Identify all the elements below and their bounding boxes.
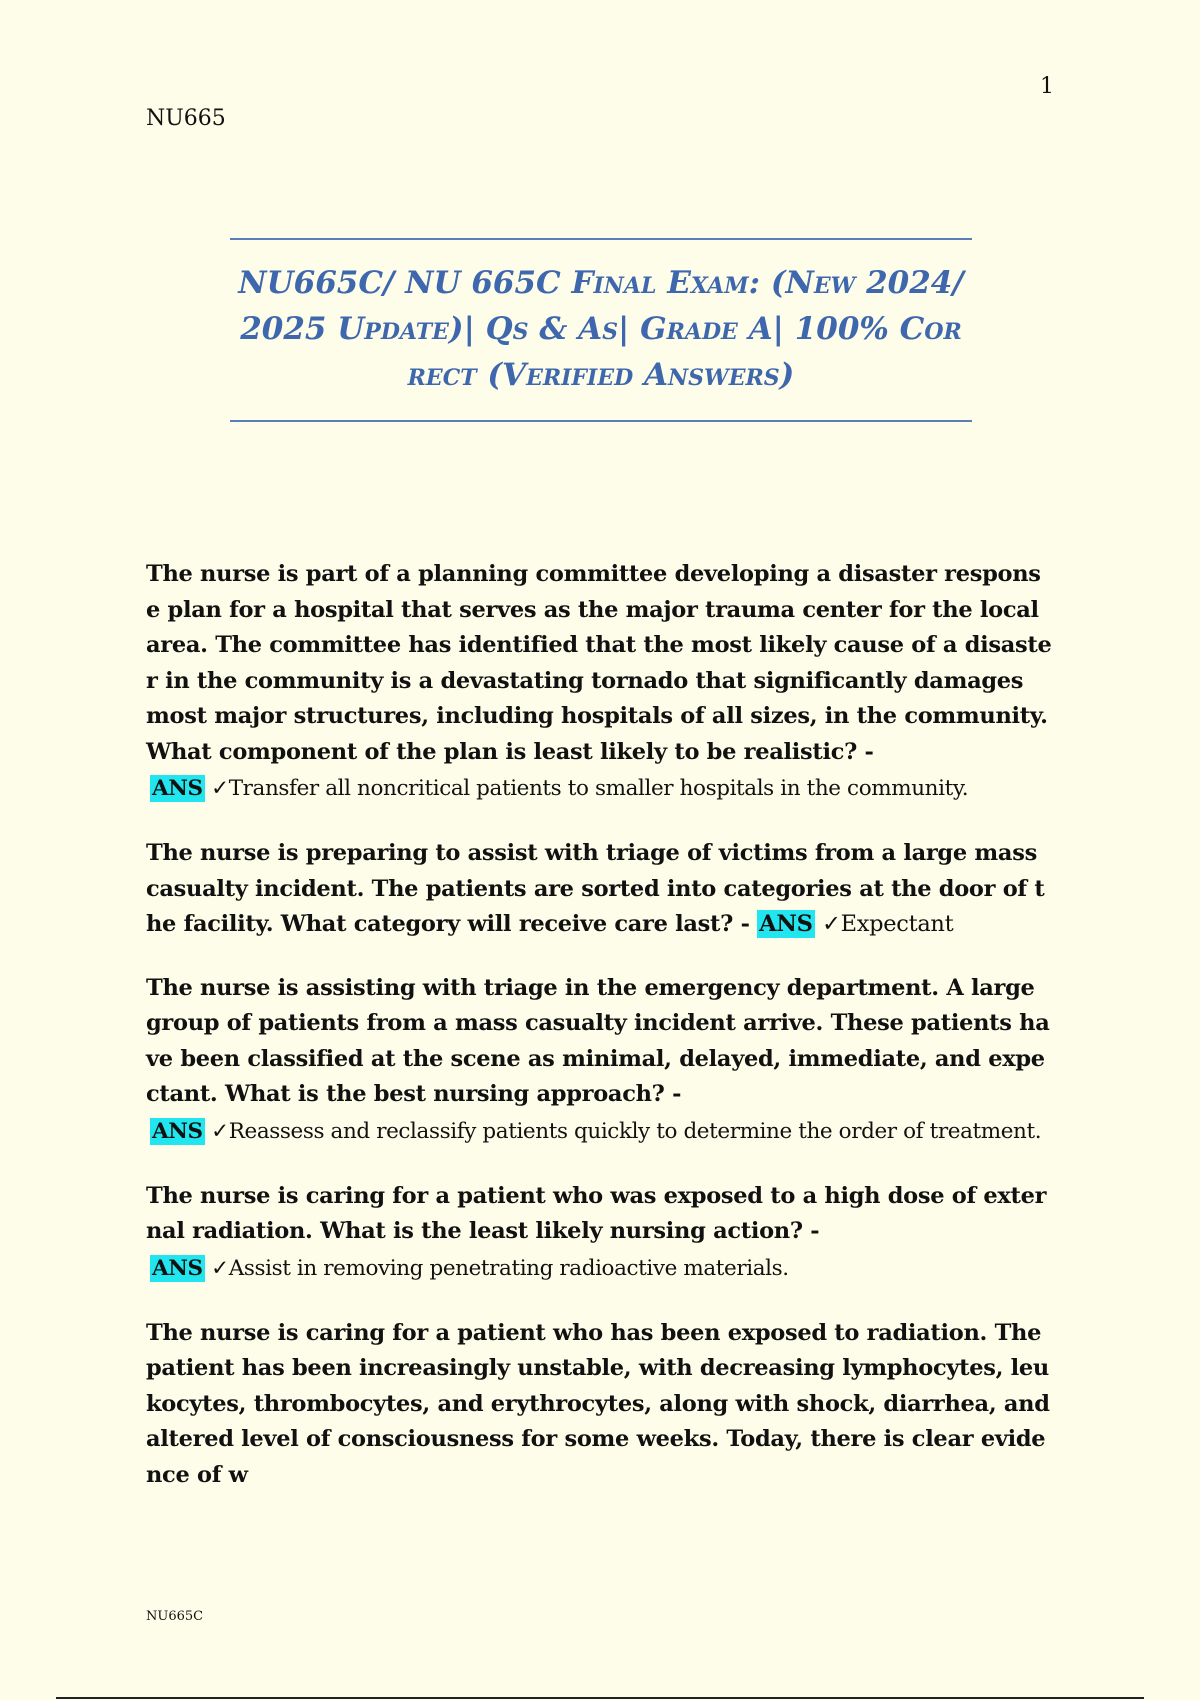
question-text: The nurse is caring for a patient who was exposed to a high dose of external radiation. What is the least likely nursing action? - bbox=[146, 1182, 1047, 1244]
answer-line bbox=[146, 770, 1052, 808]
answer-text: Assist in removing penetrating radioactive materials. bbox=[228, 1255, 789, 1281]
header-course-code: NU665 bbox=[146, 106, 226, 131]
answer-text: Reassess and reclassify patients quickly to determine the order of treatment. bbox=[228, 1118, 1042, 1144]
check-icon: ✓ bbox=[211, 1118, 229, 1144]
check-icon: ✓ bbox=[211, 776, 229, 801]
ans-badge: ANS bbox=[759, 911, 813, 937]
question-body: The nurse is preparing to assist with triage of victims from a large mass casualty incident. The patients are sorted into categories at the door of the facility. What category will receive care last? - bbox=[146, 840, 1045, 937]
check-icon: ✓ bbox=[822, 911, 841, 937]
answer-text: Expectant bbox=[840, 911, 954, 937]
ans-badge: ANS bbox=[152, 776, 203, 801]
qa-list bbox=[146, 557, 1052, 1521]
check-icon: ✓ bbox=[211, 1255, 229, 1281]
question-text: The nurse is assisting with triage in the emergency department. A large group of patients from a mass casualty incident arrive. These patients have been classified at the scene as minimal, delayed, immediate, and expectant. What is the best nursing approach? - bbox=[146, 974, 1050, 1107]
qa-item bbox=[146, 1316, 1052, 1494]
footer-divider bbox=[56, 1697, 1144, 1699]
question-text: The nurse is caring for a patient who has been exposed to radiation. The patient has been increasingly unstable, with decreasing lymphocytes, leukocytes, thrombocytes, and erythrocytes, along with shock, diarrhea, and altered level of consciousness for some weeks. Today, there is clear evidence of w bbox=[146, 1319, 1050, 1488]
answer-text: Transfer all noncritical patients to smaller hospitals in the community. bbox=[228, 776, 969, 801]
page-number: 1 bbox=[1040, 74, 1054, 99]
qa-item bbox=[146, 557, 1052, 808]
question-text: The nurse is part of a planning committee developing a disaster response plan for a hospital that serves as the major trauma center for the local area. The committee has identified that the most likely cause of a disaster in the community is a devastating tornado that significantly damages most major structures, including hospitals of all sizes, in the community. What component of the plan is least likely to be realistic? - bbox=[146, 561, 1052, 765]
qa-item bbox=[146, 836, 1052, 943]
title-block bbox=[230, 238, 972, 422]
footer-course-code: NU665C bbox=[146, 1609, 204, 1624]
ans-badge: ANS bbox=[152, 1255, 203, 1281]
document-title: NU665C/ NU 665C Final Exam: (New 2024/ 2025 Update)| Qs & As| Grade A| 100% Correct (Verified Answers) bbox=[238, 265, 964, 393]
answer-line bbox=[146, 1113, 1052, 1151]
ans-badge: ANS bbox=[152, 1118, 203, 1144]
answer-line bbox=[146, 1250, 1052, 1288]
question-text bbox=[146, 836, 1052, 943]
qa-item bbox=[146, 1179, 1052, 1288]
qa-item bbox=[146, 971, 1052, 1151]
